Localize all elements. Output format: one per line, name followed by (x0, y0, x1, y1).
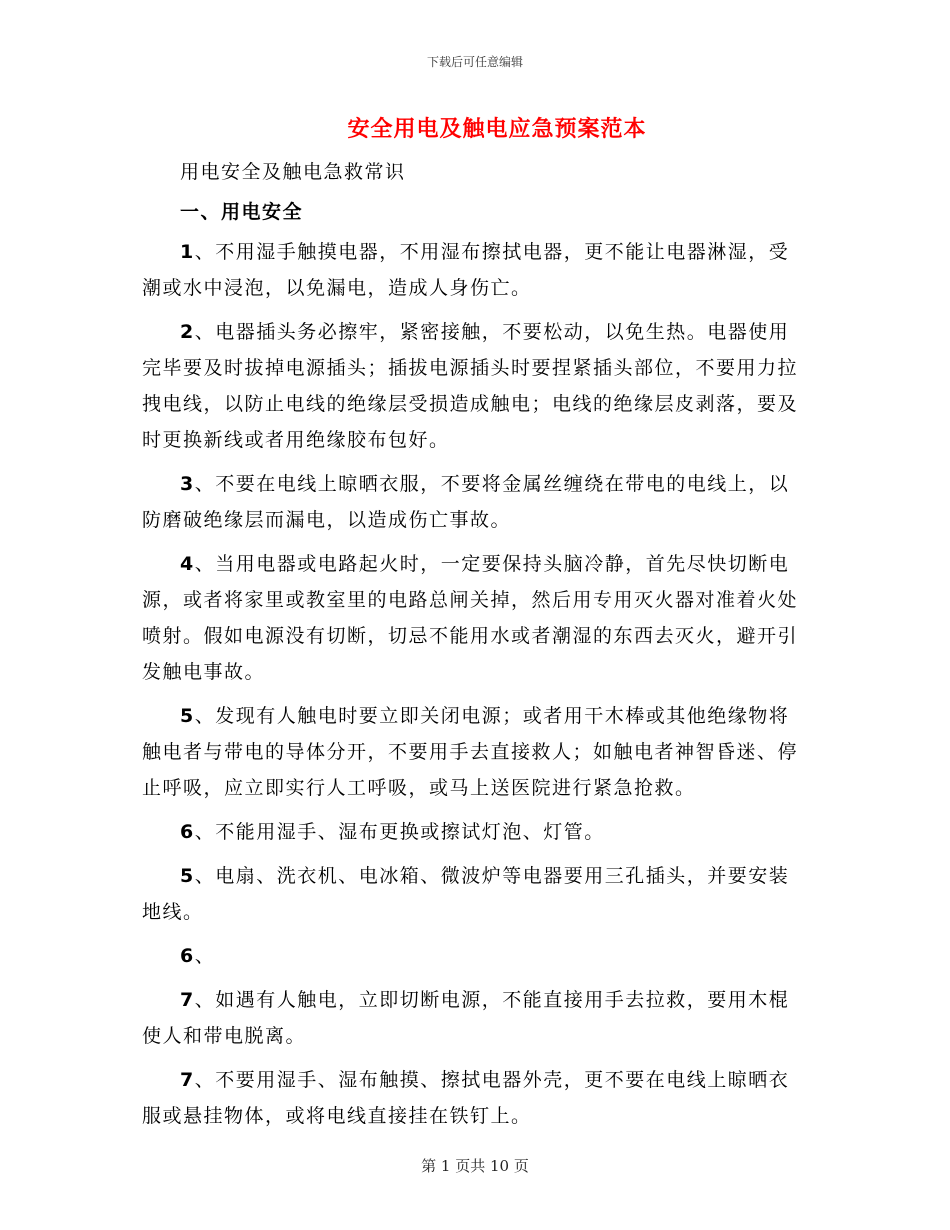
item-text: 、不用湿手触摸电器，不用湿布擦拭电器，更不能让电器淋湿，受潮或水中浸泡，以免漏电，造成人身伤亡。 (142, 241, 790, 299)
page-footer: 第 1 页共 10 页 (421, 1157, 529, 1175)
section-heading: 一、用电安全 (180, 201, 304, 223)
list-item (142, 698, 808, 806)
list-item (142, 1062, 808, 1134)
list-item (142, 546, 808, 690)
item-number: 2 (180, 321, 195, 343)
item-text: 、不要用湿手、湿布触摸、擦拭电器外壳，更不要在电线上晾晒衣服或悬挂物体，或将电线直接挂在铁钉上。 (142, 1069, 790, 1127)
item-text: 、不要在电线上晾晒衣服，不要将金属丝缠绕在带电的电线上，以防磨破绝缘层而漏电，以造成伤亡事故。 (142, 473, 790, 531)
item-number: 5 (180, 705, 195, 727)
item-number: 5 (180, 865, 195, 887)
item-text: 、当用电器或电路起火时，一定要保持头脑冷静，首先尽快切断电源，或者将家里或教室里的电路总闸关掉，然后用专用灭火器对准着火处喷射。假如电源没有切断，切忌不能用水或者潮湿的东西去灭火，避开引发触电事故。 (142, 553, 799, 683)
item-number: 7 (180, 989, 195, 1011)
header-note: 下载后可任意编辑 (426, 55, 523, 69)
list-item (142, 814, 808, 850)
list-item (142, 466, 808, 538)
document-body (142, 150, 808, 1142)
item-number: 7 (180, 1069, 195, 1091)
item-text: 、 (194, 945, 216, 967)
list-item (142, 234, 808, 306)
subtitle: 用电安全及触电急救常识 (180, 161, 406, 183)
item-number: 3 (180, 473, 195, 495)
item-number: 6 (180, 821, 195, 843)
item-text: 、发现有人触电时要立即关闭电源；或者用干木棒或其他绝缘物将触电者与带电的导体分开，不要用手去直接救人；如触电者神智昏迷、停止呼吸，应立即实行人工呼吸，或马上送医院进行紧急抢救。 (142, 705, 799, 799)
item-number: 6 (180, 945, 195, 967)
list-item (142, 982, 808, 1054)
item-text: 、不能用湿手、湿布更换或擦试灯泡、灯管。 (194, 821, 605, 843)
list-item (142, 858, 808, 930)
item-number: 1 (180, 241, 195, 263)
item-text: 、如遇有人触电，立即切断电源，不能直接用手去拉救，要用木棍使人和带电脱离。 (142, 989, 790, 1047)
item-text: 、电扇、洗衣机、电冰箱、微波炉等电器要用三孔插头，并要安装地线。 (142, 865, 790, 923)
document-title: 安全用电及触电应急预案范本 (347, 116, 647, 142)
list-item (142, 938, 808, 974)
list-item (142, 314, 808, 458)
item-number: 4 (180, 553, 195, 575)
item-text: 、电器插头务必擦牢，紧密接触，不要松动，以免生热。电器使用完毕要及时拔掉电源插头；插拔电源插头时要捏紧插头部位，不要用力拉拽电线，以防止电线的绝缘层受损造成触电；电线的绝缘层皮剥落，要及时更换新线或者用绝缘胶布包好。 (142, 321, 799, 451)
